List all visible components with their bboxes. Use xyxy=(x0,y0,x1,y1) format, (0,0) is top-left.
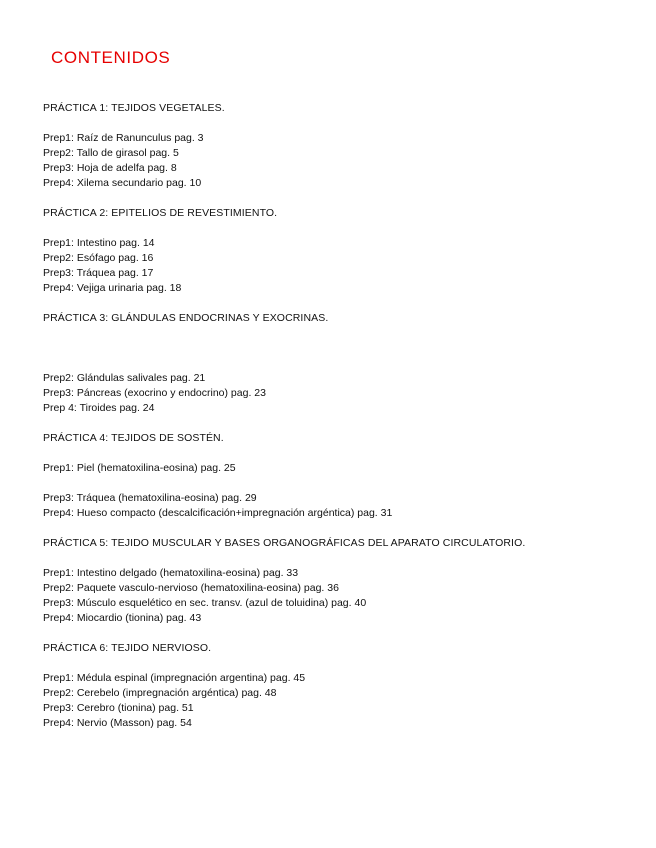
section-practica-4 xyxy=(43,431,643,536)
list-item: Prep4: Hueso compacto (descalcificación+impregnación argéntica) pag. 31 xyxy=(43,507,393,519)
list-item: Prep2: Tallo de girasol pag. 5 xyxy=(43,147,179,159)
list-item: Prep1: Piel (hematoxilina-eosina) pag. 25 xyxy=(43,462,236,474)
page-title: CONTENIDOS xyxy=(51,48,171,67)
table-of-contents xyxy=(43,101,643,731)
list-item: Prep2: Esófago pag. 16 xyxy=(43,252,154,264)
empty-line xyxy=(43,341,643,356)
list-item: Prep1: Intestino delgado (hematoxilina-eosina) pag. 33 xyxy=(43,567,299,579)
list-item: Prep3: Páncreas (exocrino y endocrino) pag. 23 xyxy=(43,387,266,399)
list-item: Prep4: Xilema secundario pag. 10 xyxy=(43,177,202,189)
empty-line xyxy=(43,476,643,491)
list-item: Prep1: Raíz de Ranunculus pag. 3 xyxy=(43,132,204,144)
list-item: Prep1: Intestino pag. 14 xyxy=(43,237,155,249)
section-practica-5 xyxy=(43,536,643,641)
list-item: Prep 4: Tiroides pag. 24 xyxy=(43,402,155,414)
section-title: PRÁCTICA 1: TEJIDOS VEGETALES. xyxy=(43,102,225,114)
empty-line xyxy=(43,356,643,371)
list-item: Prep3: Tráquea (hematoxilina-eosina) pag. 29 xyxy=(43,492,257,504)
section-practica-6 xyxy=(43,641,643,731)
section-title: PRÁCTICA 2: EPITELIOS DE REVESTIMIENTO. xyxy=(43,207,278,219)
section-practica-1 xyxy=(43,101,643,206)
list-item: Prep4: Nervio (Masson) pag. 54 xyxy=(43,717,192,729)
section-practica-3 xyxy=(43,311,643,431)
section-title: PRÁCTICA 5: TEJIDO MUSCULAR Y BASES ORGANOGRÁFICAS DEL APARATO CIRCULATORIO. xyxy=(43,537,526,549)
list-item: Prep4: Miocardio (tionina) pag. 43 xyxy=(43,612,202,624)
list-item: Prep1: Médula espinal (impregnación argentina) pag. 45 xyxy=(43,672,306,684)
list-item: Prep2: Paquete vasculo-nervioso (hematoxilina-eosina) pag. 36 xyxy=(43,582,339,594)
list-item: Prep3: Cerebro (tionina) pag. 51 xyxy=(43,702,194,714)
list-item: Prep3: Tráquea pag. 17 xyxy=(43,267,154,279)
list-item: Prep3: Hoja de adelfa pag. 8 xyxy=(43,162,177,174)
list-item: Prep3: Músculo esquelético en sec. transv. (azul de toluidina) pag. 40 xyxy=(43,597,367,609)
list-item: Prep4: Vejiga urinaria pag. 18 xyxy=(43,282,182,294)
section-practica-2 xyxy=(43,206,643,311)
section-title: PRÁCTICA 3: GLÁNDULAS ENDOCRINAS Y EXOCRINAS. xyxy=(43,312,329,324)
list-item: Prep2: Glándulas salivales pag. 21 xyxy=(43,372,206,384)
section-title: PRÁCTICA 4: TEJIDOS DE SOSTÉN. xyxy=(43,432,224,444)
list-item: Prep2: Cerebelo (impregnación argéntica) pag. 48 xyxy=(43,687,277,699)
section-title: PRÁCTICA 6: TEJIDO NERVIOSO. xyxy=(43,642,212,654)
